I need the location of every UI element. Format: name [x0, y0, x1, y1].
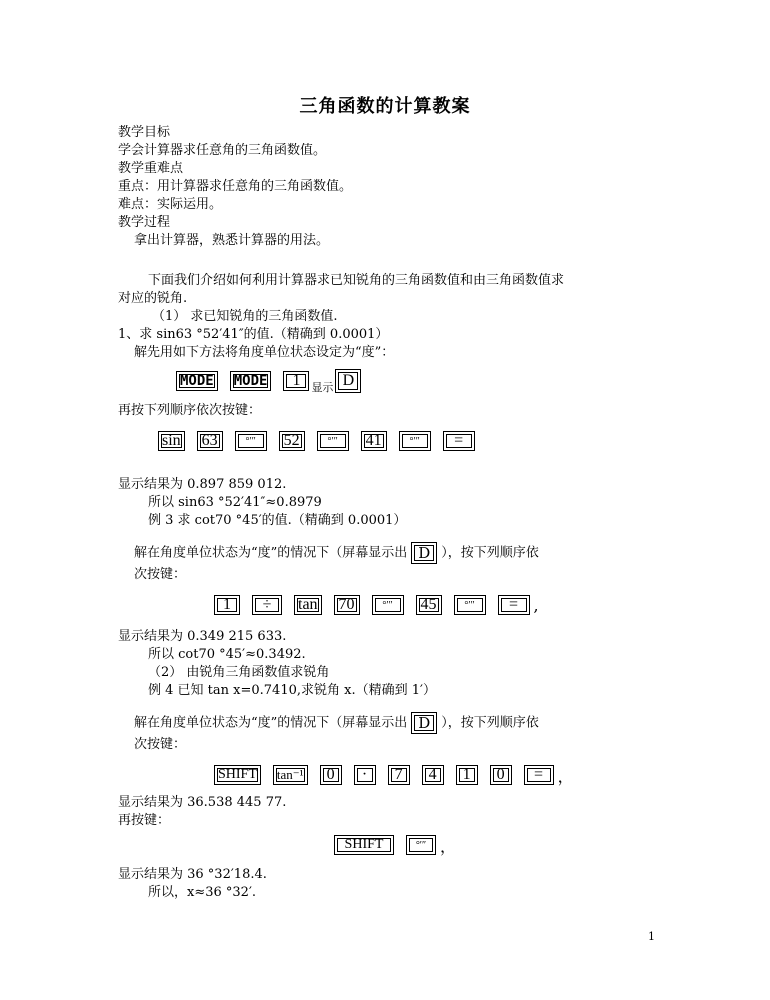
calc-key: 0 — [490, 765, 512, 785]
text-fragment: ），按下列顺序依 — [441, 545, 539, 561]
text-line: 所以，x≈36 °32′. — [148, 885, 257, 900]
text-line: 对应的锐角. — [118, 291, 188, 306]
text-line: 所以 cot70 °45′≈0.3492. — [148, 647, 306, 662]
calc-key: tan⁻¹ — [273, 765, 308, 785]
text-line: 1、求 sin63 °52′41″的值.（精确到 0.0001） — [118, 327, 389, 342]
punctuation: , — [533, 595, 539, 615]
key-row-sin — [158, 428, 487, 454]
calc-key: SHIFT — [214, 765, 261, 785]
page-number: 1 — [648, 930, 655, 943]
calc-key: 1 — [456, 765, 478, 785]
key-row-mode — [176, 368, 373, 394]
calc-key: 0 — [320, 765, 342, 785]
page-title: 三角函数的计算教案 — [299, 96, 471, 117]
text-line: 显示结果为 36.538 445 77. — [118, 795, 287, 810]
calc-key: 7 — [388, 765, 410, 785]
heading-process: 教学过程 — [118, 215, 171, 230]
calc-key: °′″ — [399, 431, 431, 451]
calc-key: 1 — [283, 371, 309, 391]
calc-key: = — [524, 765, 554, 785]
text-line: 再按键： — [118, 813, 171, 828]
text-line: 解先用如下方法将角度单位状态设定为“度”： — [134, 345, 395, 360]
text-line: 拿出计算器，熟悉计算器的用法。 — [134, 233, 330, 248]
text-line: 例 4 已知 tan x=0.7410,求锐角 x.（精确到 1′） — [148, 683, 436, 698]
calc-key: 70 — [334, 595, 360, 615]
text-fragment: ），按下列顺序依 — [441, 715, 539, 731]
text-fragment: 解在角度单位状态为“度”的情况下（屏幕显示出 — [134, 545, 408, 561]
key-row-dms — [334, 832, 456, 858]
text-line: 显示结果为 0.897 859 012. — [118, 477, 287, 492]
heading-key-points: 教学重难点 — [118, 161, 184, 176]
calc-key: 41 — [361, 431, 387, 451]
key-row-inverse-tan — [214, 762, 574, 788]
display-indicator: D — [411, 712, 437, 734]
calc-key: 4 — [422, 765, 444, 785]
calc-key: °′″ — [317, 431, 349, 451]
text-line — [134, 712, 539, 734]
text-line: 显示结果为 36 °32′18.4. — [118, 867, 267, 882]
calc-key: SHIFT — [334, 835, 394, 855]
text-line: 学会计算器求任意角的三角函数值。 — [118, 143, 327, 158]
text-line: 次按键： — [134, 567, 187, 582]
text-line: 重点：用计算器求任意角的三角函数值。 — [118, 179, 353, 194]
calc-key: = — [498, 595, 530, 615]
key-row-cot — [214, 592, 539, 618]
calc-key: °′″ — [406, 835, 436, 855]
calc-key: °′″ — [454, 595, 486, 615]
calc-key: = — [443, 431, 475, 451]
text-line: 显示结果为 0.349 215 633. — [118, 629, 287, 644]
text-line: 所以 sin63 °52′41″≈0.8979 — [148, 495, 322, 510]
text-line: 再按下列顺序依次按键： — [118, 403, 262, 418]
section-heading: （1） 求已知锐角的三角函数值. — [152, 309, 338, 324]
calc-key: tan — [294, 595, 322, 615]
punctuation: ， — [557, 766, 574, 786]
text-line: 例 3 求 cot70 °45′的值.（精确到 0.0001） — [148, 513, 407, 528]
calc-key: MODE — [230, 371, 272, 391]
heading-objectives: 教学目标 — [118, 125, 171, 140]
text-line — [134, 542, 539, 564]
calc-key: MODE — [176, 371, 218, 391]
punctuation: ， — [440, 836, 457, 856]
text-line: 次按键： — [134, 737, 187, 752]
calc-key: 63 — [197, 431, 223, 451]
text-line: 下面我们介绍如何利用计算器求已知锐角的三角函数值和由三角函数值求 — [148, 273, 565, 288]
calc-key: °′″ — [235, 431, 267, 451]
calc-key: 1 — [214, 595, 240, 615]
caption: 显示 — [311, 381, 334, 394]
display-indicator: D — [411, 542, 437, 564]
calc-key: °′″ — [372, 595, 404, 615]
display-indicator: D — [335, 369, 361, 393]
calc-key: 45 — [416, 595, 442, 615]
calc-key: 52 — [279, 431, 305, 451]
text-line: 难点：实际运用。 — [118, 197, 223, 212]
calc-key: sin — [158, 431, 185, 451]
section-heading: （2） 由锐角三角函数值求锐角 — [148, 665, 330, 680]
calc-key: · — [354, 765, 376, 785]
calc-key: ÷ — [252, 595, 282, 615]
text-fragment: 解在角度单位状态为“度”的情况下（屏幕显示出 — [134, 715, 408, 731]
